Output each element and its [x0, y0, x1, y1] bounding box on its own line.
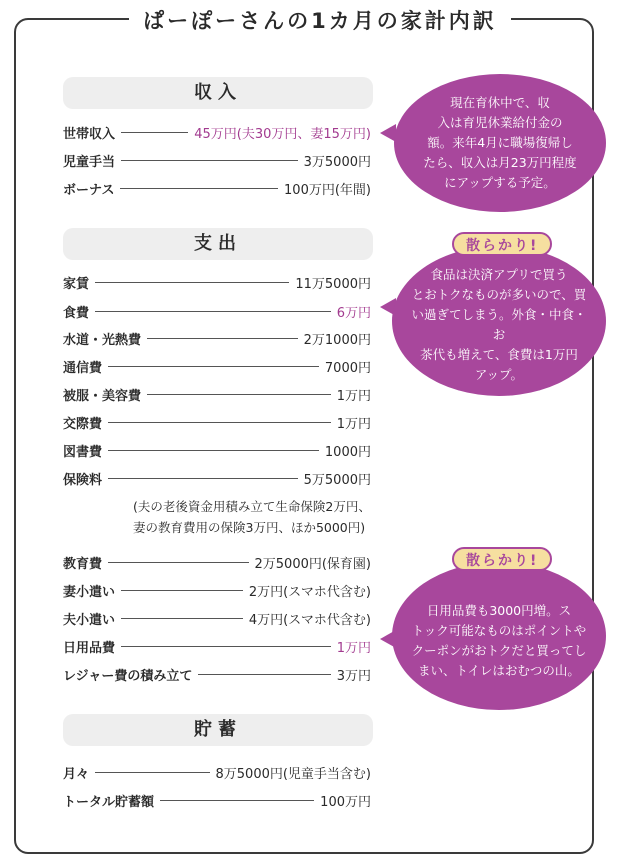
savings-heading: 貯蓄: [63, 714, 373, 746]
expense-heading: 支出: [63, 228, 373, 260]
income-heading: 収入: [63, 77, 373, 109]
row-monthly-savings: 月々 8万5000円(児童手当含む): [63, 766, 371, 782]
page-title: ぱーぽーさんの1カ月の家計内訳: [129, 5, 511, 35]
row-food: 食費 6万円: [63, 305, 371, 321]
row-education: 教育費 2万5000円(保育園): [63, 556, 371, 572]
row-rent: 家賃 11万5000円: [63, 276, 371, 292]
food-note-bubble: 食品は決済アプリで買う とおトクなものが多いので、買 い過ぎてしまう。外食・中食・お 茶代も増えて、食費は1万円 アップ。: [392, 246, 606, 396]
row-bonus: ボーナス 100万円(年間): [63, 182, 371, 198]
row-leisure-savings: レジャー費の積み立て 3万円: [63, 668, 371, 684]
income-note-bubble: 現在育休中で、収 入は育児休業給付金の 額。来年4月に職場復帰し たら、収入は月23万円程度 にアップする予定。: [394, 74, 606, 212]
row-total-savings: トータル貯蓄額 100万円: [63, 794, 371, 810]
daily-clutter-tag: 散らかり!: [452, 547, 552, 571]
food-clutter-tag: 散らかり!: [452, 232, 552, 256]
row-daily-goods: 日用品費 1万円: [63, 640, 371, 656]
row-household-income: 世帯収入 45万円(夫30万円、妻15万円): [63, 126, 371, 142]
row-wife-allowance: 妻小遣い 2万円(スマホ代含む): [63, 584, 371, 600]
row-communication: 通信費 7000円: [63, 360, 371, 376]
row-husband-allowance: 夫小遣い 4万円(スマホ代含む): [63, 612, 371, 628]
row-books: 図書費 1000円: [63, 444, 371, 460]
daily-note-bubble: 日用品費も3000円増。ス トック可能なものはポイントや クーポンがおトクだと買ってし まい、トイレはおむつの山。: [392, 562, 606, 710]
row-social: 交際費 1万円: [63, 416, 371, 432]
row-clothing-beauty: 被服・美容費 1万円: [63, 388, 371, 404]
row-insurance: 保険料 5万5000円: [63, 472, 371, 488]
insurance-note-1: (夫の老後資金用積み立て生命保険2万円、: [133, 499, 371, 514]
row-utilities: 水道・光熱費 2万1000円: [63, 332, 371, 348]
page-title-wrap: [0, 5, 640, 35]
row-child-allowance: 児童手当 3万5000円: [63, 154, 371, 170]
insurance-note-2: 妻の教育費用の保険3万円、ほか5000円): [133, 520, 366, 535]
